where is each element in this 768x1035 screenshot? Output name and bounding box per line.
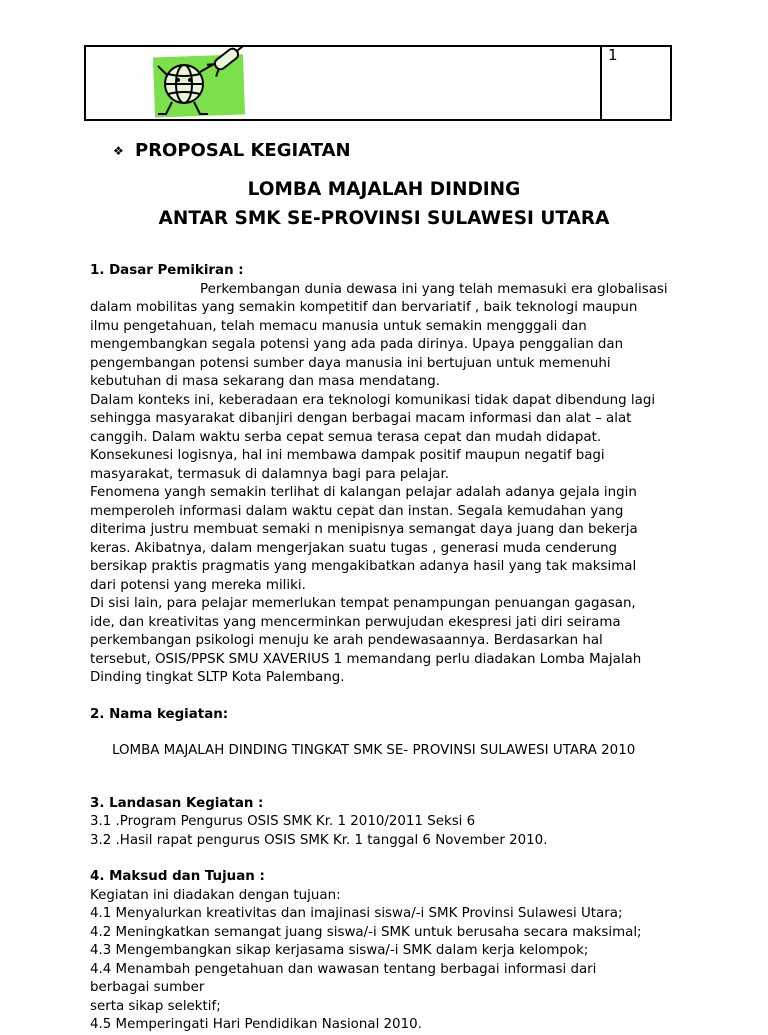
section-title-dasar: 1. Dasar Pemikiran : — [90, 263, 244, 278]
list-item: berbagai sumber — [90, 980, 205, 995]
paragraph-line: Di sisi lain, para pelajar memerlukan tempat penampungan penuangan gagasan, — [90, 596, 636, 611]
paragraph-line: masyarakat, termasuk di dalamnya bagi para pelajar. — [90, 466, 450, 482]
page-number: 1 — [608, 46, 618, 64]
paragraph-line: ilmu pengetahuan, telah memacu manusia untuk semakin mengggali dan — [90, 318, 587, 334]
title-line-2: ANTAR SMK SE-PROVINSI SULAWESI UTARA — [158, 208, 610, 229]
paragraph-line: dalam mobilitas yang semakin kompetitif dan bervariatif , baik teknologi maupun — [90, 300, 638, 315]
paragraph-line: bersikap praktis pragmatis yang mengakibatkan adanya hasil yang tak maksimal — [90, 559, 637, 574]
list-item: 4.4 Menambah pengetahuan dan wawasan tentang berbagai informasi dari — [90, 961, 597, 977]
paragraph-line: ide, dan kreativitas yang mencerminkan perwujudan ekespresi jati diri seirama — [90, 614, 621, 630]
list-item: Kegiatan ini diadakan dengan tujuan: — [90, 887, 341, 903]
list-item: 4.2 Meningkatkan semangat juang siswa/-i SMK untuk berusaha secara maksimal; — [90, 924, 642, 940]
paragraph-line: mengembangkan segala potensi yang ada pada dirinya. Upaya penggalian dan — [90, 337, 624, 352]
paragraph-line: canggih. Dalam waktu serba cepat semua terasa cepat dan mudah didapat. — [90, 429, 602, 445]
paragraph-line: Konsekunesi logisnya, hal ini membawa dampak positif maupun negatif bagi — [90, 448, 605, 463]
paragraph-line: Perkembangan dunia dewasa ini yang telah memasuki era globalisasi — [200, 281, 668, 297]
section-title-landasan: 3. Landasan Kegiatan : — [90, 795, 264, 811]
paragraph-line: memperoleh informasi dalam waktu cepat dan instan. Segala kemudahan yang — [90, 503, 624, 519]
section-title-nama: 2. Nama kegiatan: — [90, 706, 229, 722]
paragraph-line: pengembangan potensi sumber daya manusia ini bertujuan untuk memenuhi — [90, 355, 611, 371]
globe-mascot-icon — [148, 44, 252, 120]
activity-name-value: LOMBA MAJALAH DINDING TINGKAT SMK SE- PROVINSI SULAWESI UTARA 2010 — [112, 743, 636, 758]
paragraph-line: Fenomena yangh semakin terlihat di kalangan pelajar adalah adanya gejala ingin — [90, 485, 637, 500]
paragraph-line: Dalam konteks ini, keberadaan era teknologi komunikasi tidak dapat dibendung lagi — [90, 392, 656, 408]
paragraph-line: perkembangan psikologi menuju ke arah pendewasaannya. Berdasarkan hal — [90, 633, 603, 648]
list-item: 3.1 .Program Pengurus OSIS SMK Kr. 1 2010/2011 Seksi 6 — [90, 814, 476, 829]
paragraph-line: sehingga masyarakat dibanjiri dengan berbagai macam informasi dan alat – alat — [90, 411, 632, 426]
section-title-maksud: 4. Maksud dan Tujuan : — [90, 869, 265, 884]
title-line-1: LOMBA MAJALAH DINDING — [247, 179, 521, 200]
header-divider — [600, 45, 602, 121]
paragraph-line: keras. Akibatnya, dalam mengerjakan suatu tugas , generasi muda cenderung — [90, 540, 618, 556]
paragraph-line: tersebut, OSIS/PPSK SMU XAVERIUS 1 memandang perlu diadakan Lomba Majalah — [90, 651, 642, 667]
paragraph-line: Dinding tingkat SLTP Kota Palembang. — [90, 670, 345, 685]
paragraph-line: dari potensi yang mereka miliki. — [90, 577, 306, 593]
diamond-bullet-icon: ❖ — [113, 144, 124, 158]
list-item: serta sikap selektif; — [90, 998, 221, 1014]
paragraph-line: diterima justru membuat semaki n menipisnya semangat daya juang dan bekerja — [90, 522, 638, 537]
list-item: 4.1 Menyalurkan kreativitas dan imajinasi siswa/-i SMK Provinsi Sulawesi Utara; — [90, 906, 623, 921]
paragraph-line: kebutuhan di masa sekarang dan masa mendatang. — [90, 374, 441, 389]
proposal-heading: ❖ PROPOSAL KEGIATAN — [113, 140, 351, 161]
document-body — [90, 262, 690, 1035]
list-item: 4.3 Mengembangkan sikap kerjasama siswa/-i SMK dalam kerja kelompok; — [90, 943, 589, 958]
list-item: 3.2 .Hasil rapat pengurus OSIS SMK Kr. 1 tanggal 6 November 2010. — [90, 832, 548, 848]
list-item: 4.5 Memperingati Hari Pendidikan Nasional 2010. — [90, 1017, 422, 1032]
